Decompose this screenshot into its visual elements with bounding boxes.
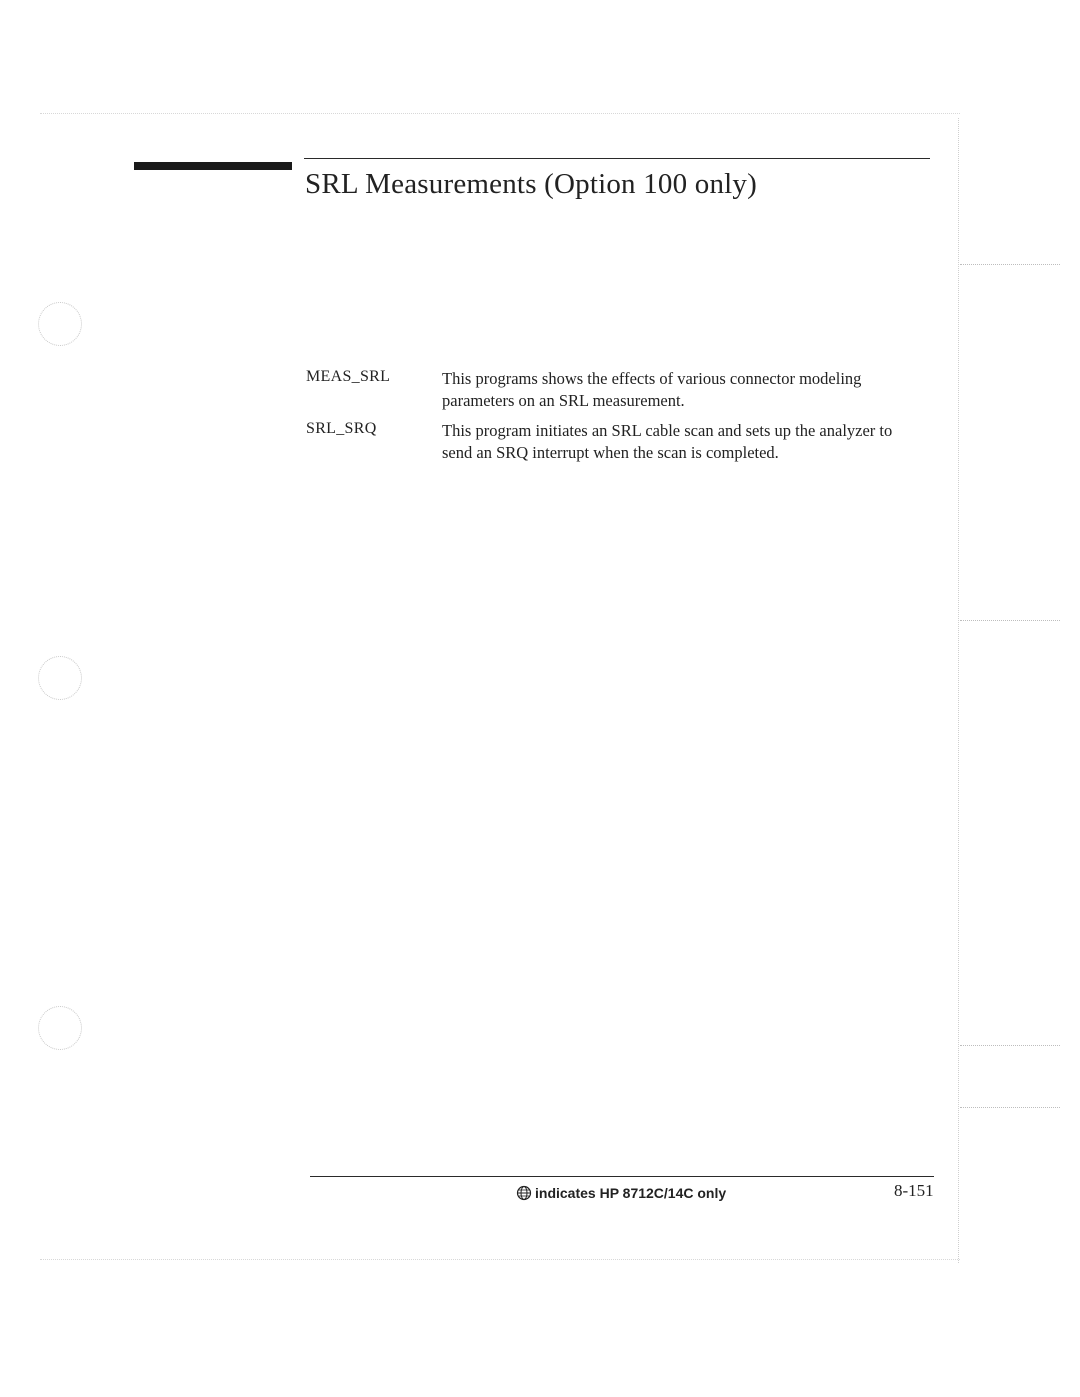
binder-hole	[38, 1006, 82, 1050]
footer-note-text: indicates HP 8712C/14C only	[535, 1185, 727, 1201]
page-right-edge	[958, 118, 959, 1263]
program-name: SRL_SRQ	[306, 420, 377, 437]
section-marker-bar	[134, 162, 292, 170]
page-number: 8-151	[894, 1181, 934, 1200]
scan-edge-top	[40, 113, 960, 114]
binder-hole	[38, 656, 82, 700]
globe-icon	[516, 1185, 532, 1201]
title-rule	[304, 158, 930, 159]
binder-hole	[38, 302, 82, 346]
section-tab-marker	[960, 1107, 1060, 1108]
scan-edge-bottom	[40, 1259, 960, 1260]
section-tab-marker	[960, 1045, 1060, 1046]
program-description: This programs shows the effects of various connector modeling parameters on an SRL measurement.	[442, 369, 862, 410]
footer-rule	[310, 1176, 934, 1177]
program-description: This program initiates an SRL cable scan and sets up the analyzer to send an SRQ interrupt when the scan is completed.	[442, 421, 893, 462]
program-name: MEAS_SRL	[306, 368, 391, 385]
footer-note	[516, 1185, 726, 1201]
page-title: SRL Measurements (Option 100 only)	[305, 168, 757, 200]
section-tab-marker	[960, 264, 1060, 265]
section-tab-marker	[960, 620, 1060, 621]
